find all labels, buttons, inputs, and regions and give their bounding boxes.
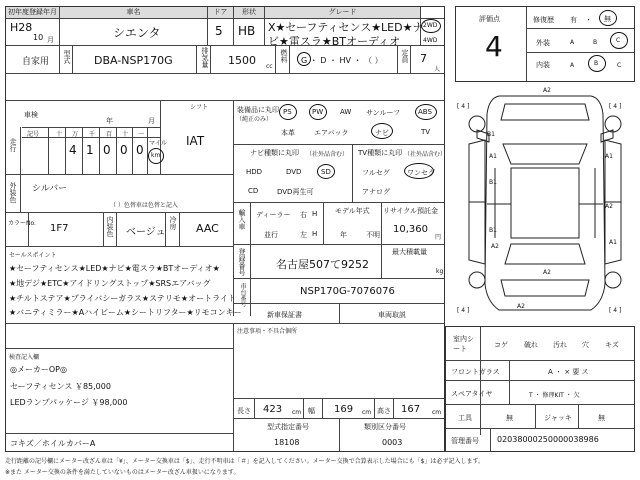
jack-value: 無	[598, 414, 605, 422]
car-name-label: 車名	[60, 7, 207, 18]
glass-value: A ・ × 要 ス	[548, 368, 589, 376]
drive-2wd: 2WD	[423, 22, 438, 29]
unit-1: 万	[72, 131, 79, 138]
equip-pw: PW	[312, 108, 324, 116]
mileage-label: 走行	[9, 138, 17, 152]
damage-mark: A2	[543, 87, 551, 94]
equip-abs: ABS	[418, 108, 432, 116]
grade-label: グレード	[265, 7, 420, 18]
kg-unit: kg	[436, 268, 444, 275]
nav-cd: CD	[248, 187, 259, 195]
interior-c: C	[617, 62, 622, 69]
damage-mark: B1	[489, 227, 497, 234]
type-no-label: 型式指定番号	[267, 423, 309, 431]
width-unit: cm	[362, 409, 372, 416]
usage: 自家用	[22, 57, 50, 67]
diagram-bracket-bl: [ 4 ]	[457, 307, 470, 314]
interior-color: ベージュ	[126, 227, 166, 238]
frame-label: 車台番号	[239, 283, 246, 307]
score-label: 評価点	[479, 15, 500, 23]
unit-4: 十	[122, 131, 129, 138]
model-label: 型式	[63, 50, 71, 64]
damage-mark: B1	[487, 131, 495, 138]
month-unit: 月	[47, 36, 54, 44]
interior-sheet-label: 室内シート	[453, 335, 474, 353]
manage-label: 管理番号	[451, 437, 479, 445]
inspector-line-1: セーフティセンス ￥85,000	[10, 382, 111, 391]
footer-line1: 走行距離の記号欄にメーター改ざん車は「¥」、メーター交換車は「$」、走行不明車は「＃」を記入してください。メーター交換で合算表示した場合にも「$」は必ず記入します。	[5, 458, 484, 465]
first-reg-era: H28	[10, 21, 33, 34]
repair-dot: ・	[585, 16, 592, 24]
model-year-unit: 年	[340, 231, 347, 239]
equip-ps: PS	[283, 108, 292, 116]
class-no-label: 類別区分番号	[364, 423, 406, 431]
color-value: シルバー	[32, 184, 68, 194]
interior-a: A	[570, 62, 575, 69]
color-note: （ ）色替車は色替と記入	[110, 202, 178, 209]
reg-label: 登録番号	[238, 248, 246, 276]
model-year-unknown: 不明	[366, 231, 380, 239]
class-no: 0003	[382, 438, 403, 447]
yen-unit: 円	[435, 234, 442, 241]
inspection-month: 月	[148, 117, 155, 125]
sales-line-2: ★チルトステア★プライバシーガラス★ステリモ★オートライト	[9, 294, 236, 303]
nav-note: （社外品含む）	[306, 151, 349, 158]
import-h2: H	[312, 230, 318, 238]
nav-sd: SD	[321, 168, 331, 176]
unit-5: 一	[138, 131, 145, 138]
model-year-label: モデル年式	[335, 207, 370, 215]
unit-2: 千	[89, 131, 96, 138]
digit-3: 0	[120, 143, 128, 157]
grade-line2: ビ★電スラ★BTオーディオ	[268, 35, 401, 48]
damage-mark: A1	[489, 153, 497, 160]
inspector-line-2: LEDランプパッケージ ￥98,000	[10, 398, 128, 407]
body-label: 形状	[234, 7, 264, 18]
interior-b: B	[594, 60, 599, 67]
import-parallel: 並行	[264, 231, 278, 239]
sheet-dirt: 汚れ	[553, 341, 567, 349]
ac-label: 冷房	[169, 216, 177, 230]
spare-value: T ・ 修理KIT ・ 欠	[529, 392, 580, 399]
sales-line-0: ★セーフティセンス★LED★ナビ★電スラ★BTオーディオ★	[9, 264, 220, 273]
color-no: 1F7	[50, 223, 69, 234]
import-dealer: ディーラー	[256, 211, 291, 219]
digit-0: 4	[69, 143, 77, 157]
equip-tv: TV	[421, 128, 431, 136]
inspection-year: 年	[106, 117, 113, 125]
reg-number: 名古屋507て9252	[276, 258, 369, 271]
width: 169	[334, 404, 354, 415]
exterior-c: C	[616, 37, 621, 44]
repair-no: 無	[604, 15, 611, 23]
fuel-label: 燃料	[280, 49, 288, 63]
sheet-hole: 穴	[582, 341, 589, 349]
max-load-label: 最大積載量	[392, 248, 427, 256]
spare-label: スペアタイヤ	[451, 390, 493, 398]
length-label: 長さ	[237, 407, 251, 415]
door-label: ドア	[208, 7, 233, 18]
shift-label: シフト	[190, 104, 209, 111]
grade-line1: X★セーフティセンス★LED★ナ	[268, 21, 424, 34]
import-left: 左	[300, 231, 307, 239]
damage-mark: A2	[491, 243, 499, 250]
capacity-unit: 人	[434, 66, 441, 73]
nav-dvd: DVD	[286, 168, 302, 176]
record-label: 記号	[27, 131, 40, 138]
capacity: 7	[420, 52, 427, 65]
tv-fullseg: フルセグ	[362, 169, 390, 177]
height-unit: cm	[432, 409, 442, 416]
type-no: 18108	[274, 438, 300, 447]
nav-dvd-playable: DVD再生可	[277, 188, 314, 196]
diagram-bracket-br: [ 4 ]	[609, 307, 622, 314]
mile-label: マイル	[149, 140, 167, 147]
repair-yes: 有	[570, 16, 577, 24]
fuel-options: G ・ D ・ HV ・ （ ）	[301, 56, 383, 65]
inspection-label: 車検	[24, 111, 38, 119]
manual: 車両取説	[378, 311, 406, 319]
tv-analog: アナログ	[362, 188, 390, 196]
diagram-bracket-tl: [ 4 ]	[457, 103, 470, 110]
exterior-a: A	[570, 39, 575, 46]
warranty: 新車保証書	[267, 311, 302, 319]
import-h1: H	[312, 210, 318, 218]
nav-title: ナビ種類に丸印	[250, 149, 299, 157]
interior-label: 内装	[536, 61, 550, 69]
digit-2: 0	[103, 143, 111, 157]
tv-note: （社外品含む）	[404, 151, 447, 158]
inspector-line-0: ◎メーカーOP◎	[10, 365, 67, 374]
jack-label: ジャッキ	[544, 414, 572, 422]
equip-navi: ナビ	[375, 129, 389, 137]
diagram-bracket-tr: [ 4 ]	[609, 103, 622, 110]
equip-aw: AW	[340, 108, 352, 116]
tv-oneseg: ワンセグ	[407, 169, 435, 177]
color-label: 外装色	[9, 182, 17, 203]
recycle-label: リサイクル預託金	[383, 207, 439, 215]
first-reg-label: 初年度登録年月	[8, 8, 57, 16]
sales-label: セールスポイント	[9, 252, 57, 259]
damage-mark: A2	[605, 203, 613, 210]
sheet-scratch: キズ	[605, 341, 619, 349]
import-label: 輸入車	[238, 209, 246, 230]
inspector-label: 検査記入欄	[9, 354, 40, 361]
equip-sunroof: サンルーフ	[366, 109, 401, 117]
first-reg-month: 10	[33, 33, 44, 42]
damage-mark: A1	[605, 153, 613, 160]
frame-number: NSP170G-7076076	[300, 286, 395, 297]
drive-4wd: 4WD	[423, 37, 438, 44]
recycle-value: 10,360	[393, 224, 428, 235]
tools-value: 無	[506, 414, 513, 422]
repair-label: 修復歴	[533, 16, 554, 24]
damage-mark: A2	[543, 269, 551, 276]
equip-airbag: エアバック	[314, 129, 349, 137]
damage-mark: B1	[489, 179, 497, 186]
unit-3: 百	[106, 131, 113, 138]
footer-line2: ※また メーター交換の条件を満たしていないものはメーター改ざん車扱いになります。	[5, 469, 240, 476]
equip-leather: 本革	[281, 129, 295, 137]
exterior-b: B	[593, 39, 598, 46]
exterior-label: 外装	[536, 39, 550, 47]
interior-color-label: 内装色	[106, 216, 114, 237]
shift-value: IAT	[186, 134, 205, 148]
km-label: km	[151, 152, 161, 159]
sheet-tear: 破れ	[524, 341, 538, 349]
manage-no: 02038000250000038986	[497, 435, 599, 444]
ac-value: AAC	[196, 222, 219, 235]
height-label: 高さ	[377, 407, 391, 415]
body-type: HB	[238, 24, 256, 38]
nav-hdd: HDD	[246, 168, 263, 176]
damage-mark: A2	[517, 303, 525, 310]
tv-title: TV種類に丸印	[358, 149, 403, 157]
length-unit: cm	[292, 409, 302, 416]
capacity-label: 定員	[401, 49, 409, 63]
sales-line-1: ★地デジ★ETC★アイドリングストップ★SRSエアバッグ	[9, 279, 211, 288]
color-no-label: カラーNo.	[8, 220, 36, 227]
cc-unit: cc	[266, 63, 273, 70]
car-damage-diagram	[455, 84, 635, 324]
digit-1: 1	[86, 143, 94, 157]
car-name: シエンタ	[113, 26, 161, 40]
damage-mark: A1	[609, 239, 617, 246]
displacement-label: 排気量	[201, 47, 209, 68]
width-label: 幅	[308, 407, 315, 415]
doors: 5	[215, 24, 223, 38]
notes-label: 注意事項・不具合個所	[237, 328, 298, 335]
model: DBA-NSP170G	[94, 54, 173, 67]
equipment-title: 装備品に丸印	[237, 106, 279, 114]
height: 167	[401, 404, 421, 415]
inspector-coating: コキズ／ホイルカバーA	[10, 439, 96, 448]
glass-label: フロントガラス	[451, 368, 500, 376]
unit-0: 十	[56, 131, 63, 138]
length: 423	[263, 404, 283, 415]
sales-line-3: ★バニティミラー★Aハイビーム★シートリフター★リモコンキー	[9, 308, 242, 317]
tools-label: 工具	[458, 414, 472, 422]
sheet-burn: コゲ	[494, 341, 508, 349]
score: 4	[485, 30, 503, 63]
displacement: 1500	[228, 54, 256, 67]
equipment-subtitle: （純正のみ）	[236, 116, 273, 123]
import-right: 右	[300, 211, 307, 219]
digit-4: 0	[136, 143, 144, 157]
